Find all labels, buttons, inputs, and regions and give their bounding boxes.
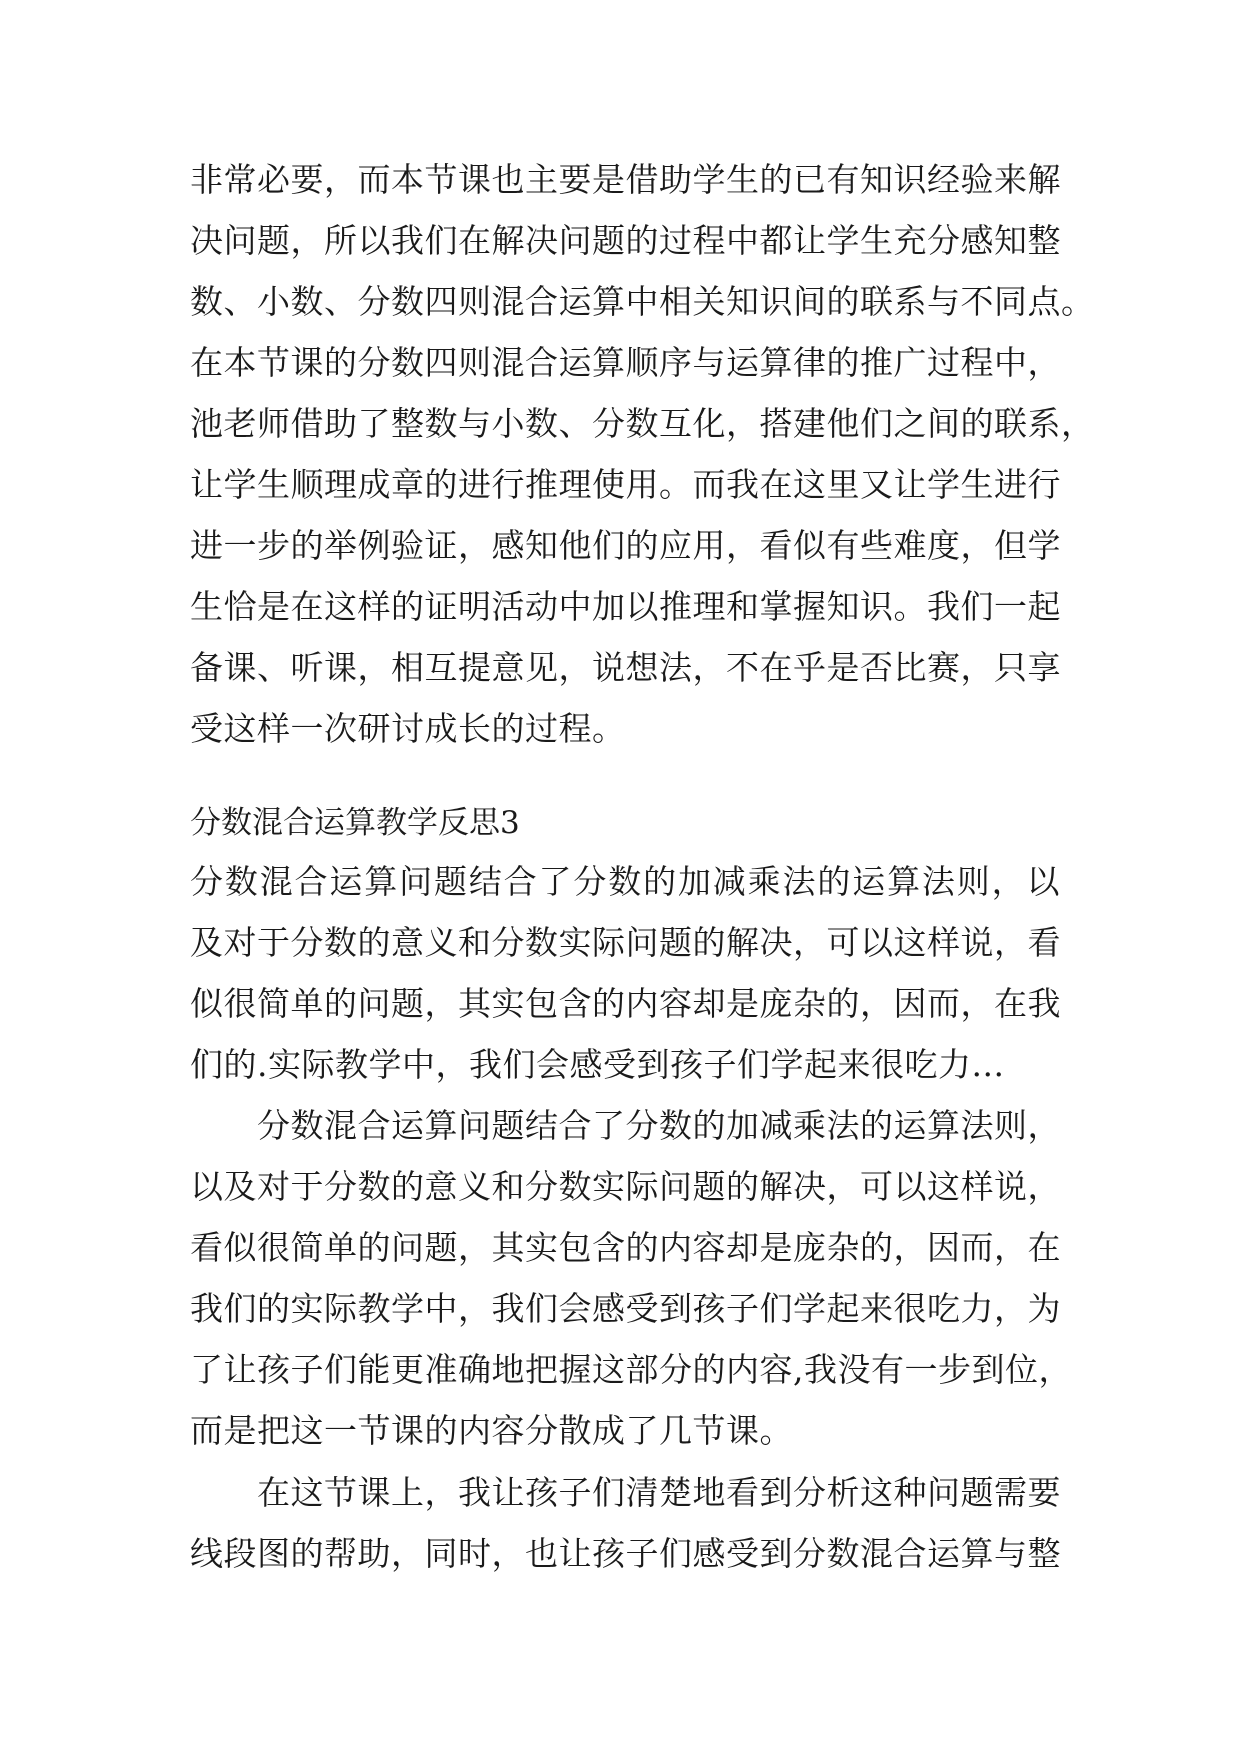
text-line: 我们的实际教学中，我们会感受到孩子们学起来很吃力，为 — [190, 1289, 1061, 1328]
text-line: 进一步的举例验证，感知他们的应用，看似有些难度，但学 — [190, 526, 1061, 565]
text-line: 数、小数、分数四则混合运算中相关知识间的联系与不同点。 — [190, 282, 1095, 321]
text-line: 似很简单的问题，其实包含的内容却是庞杂的，因而，在我 — [190, 984, 1061, 1023]
text-line: 们的.实际教学中，我们会感受到孩子们学起来很吃力... — [190, 1045, 1005, 1084]
text-line: 受这样一次研讨成长的过程。 — [190, 709, 626, 748]
text-line: 分数混合运算问题结合了分数的加减乘法的运算法则，以 — [190, 862, 1060, 901]
text-line: 以及对于分数的意义和分数实际问题的解决，可以这样说， — [190, 1167, 1061, 1206]
text-line: 池老师借助了整数与小数、分数互化，搭建他们之间的联系， — [190, 404, 1095, 443]
text-line: 而是把这一节课的内容分散成了几节课。 — [190, 1411, 793, 1450]
text-line: 看似很简单的问题，其实包含的内容却是庞杂的，因而，在 — [190, 1228, 1061, 1267]
text-line: 在本节课的分数四则混合运算顺序与运算律的推广过程中， — [190, 343, 1061, 382]
text-line: 让学生顺理成章的进行推理使用。而我在这里又让学生进行 — [190, 465, 1061, 504]
text-line: 在这节课上，我让孩子们清楚地看到分析这种问题需要 — [190, 1473, 1061, 1512]
text-line: 线段图的帮助，同时，也让孩子们感受到分数混合运算与整 — [190, 1534, 1061, 1573]
text-line: 非常必要，而本节课也主要是借助学生的已有知识经验来解 — [190, 160, 1061, 199]
text-line: 生恰是在这样的证明活动中加以推理和掌握知识。我们一起 — [190, 587, 1061, 626]
text-line: 分数混合运算问题结合了分数的加减乘法的运算法则， — [190, 1106, 1061, 1145]
section-heading: 分数混合运算教学反思3 — [190, 805, 520, 841]
text-line: 备课、听课，相互提意见，说想法，不在乎是否比赛，只享 — [190, 648, 1061, 687]
text-line: 决问题，所以我们在解决问题的过程中都让学生充分感知整 — [190, 221, 1061, 260]
text-line: 了让孩子们能更准确地把握这部分的内容,我没有一步到位， — [190, 1350, 1072, 1389]
text-line: 及对于分数的意义和分数实际问题的解决，可以这样说，看 — [190, 923, 1061, 962]
